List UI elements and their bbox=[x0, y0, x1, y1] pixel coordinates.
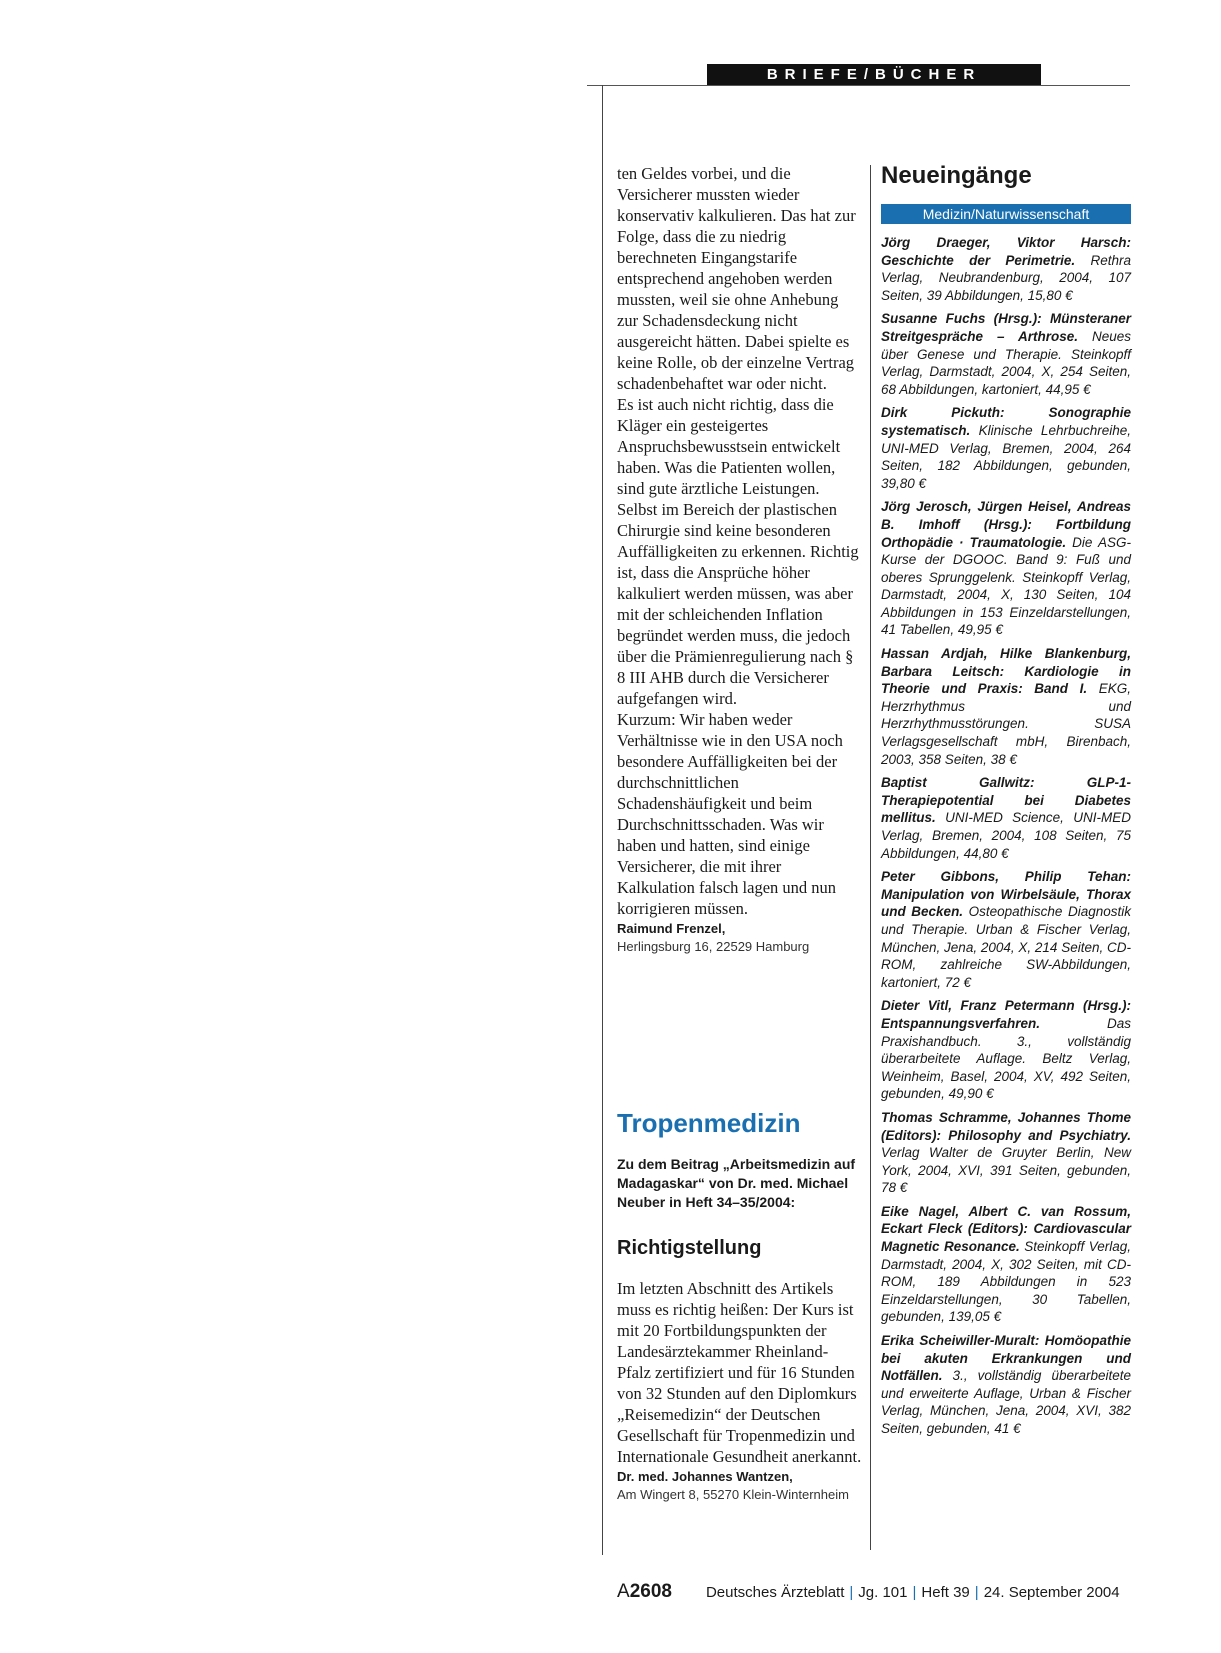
book-entry-details: Rethra Verlag, Neubrandenburg, 2004, 107 Seiten, 39 Abbildungen, 15,80 € bbox=[881, 252, 1131, 303]
book-entry-details: Verlag Walter de Gruyter Berlin, New York, 2004, XVI, 391 Seiten, gebunden, 78 € bbox=[881, 1145, 1131, 1196]
book-entry-details: Neues über Genese und Therapie. Steinkopff Verlag, Darmstadt, 2004, X, 254 Seiten, 68 Abbildungen, kartoniert, 44,95 € bbox=[881, 328, 1131, 397]
book-entry-details: Die ASG-Kurse der DGOOC. Band 9: Fuß und oberes Sprunggelenk. Steinkopff Verlag, Darmstadt, 2004, X, 130 Seiten, 104 Abbildungen in 153 Einzeldarstellungen, 41 Tabellen, 49,95 € bbox=[881, 534, 1131, 638]
page-number-value: 2608 bbox=[629, 1581, 672, 1602]
left-column-rule bbox=[602, 85, 603, 1555]
book-entry-details: EKG, Herzrhythmus und Herzrhythmusstörungen. SUSA Verlagsgesellschaft mbH, Birenbach, 2003, 358 Seiten, 38 € bbox=[881, 681, 1131, 767]
book-entry bbox=[881, 234, 1131, 304]
page-footer bbox=[617, 1581, 1132, 1603]
book-entry bbox=[881, 645, 1131, 768]
letter-paragraph: ten Geldes vorbei, und die Versicherer mussten wieder konservativ kalkulieren. Das hat zur Folge, dass die zu niedrig berechneten Eingangstarife entsprechend angehoben werden mussten, weil sie ohne Anhebung zur Schadensdeckung nicht ausgereicht hätten. Dabei spielte es keine Rolle, ob der einzelne Vertrag schadenbehaftet war oder nicht. bbox=[617, 164, 856, 393]
neueingaenge-title: Neueingänge bbox=[881, 162, 1032, 189]
book-entry-title: Jörg Draeger, Viktor Harsch: Geschichte der Perimetrie. bbox=[881, 235, 1131, 268]
book-entry-title: Hassan Ardjah, Hilke Blankenburg, Barbara Leitsch: Kardiologie in Theorie und Praxis: Band I. bbox=[881, 646, 1131, 697]
section-header-label: BRIEFE/BÜCHER bbox=[766, 66, 982, 83]
book-entry-title: Thomas Schramme, Johannes Thome (Editors): Philosophy and Psychiatry. bbox=[881, 1109, 1131, 1143]
journal-date: 24. September 2004 bbox=[983, 1584, 1120, 1601]
column-divider bbox=[870, 165, 871, 1550]
book-entry-details: Klinische Lehrbuchreihe, UNI-MED Verlag, Bremen, 2004, 264 Seiten, 182 Abbildungen, gebunden, 39,80 € bbox=[881, 422, 1131, 491]
page-prefix: A bbox=[617, 1581, 630, 1602]
book-entry-title: Eike Nagel, Albert C. van Rossum, Eckart Fleck (Editors): Cardiovascular Magnetic Resonance. bbox=[881, 1203, 1131, 1255]
letter-paragraph: Es ist auch nicht richtig, dass die Kläger ein gesteigertes Anspruchsbewusstsein entwickelt haben. Was die Patienten wollen, sind gute ärztliche Leistungen. Selbst im Bereich der plastischen Chirurgie sind keine besonderen Auffälligkeiten zu erkennen. Richtig ist, dass die Ansprüche höher kalkuliert werden müssen, was aber mit der schleichenden Inflation begründet werden muss, die jedoch über die Prämienregulierung nach § 8 III AHB durch die Versicherer aufgefangen wird. bbox=[617, 395, 859, 708]
header-rule bbox=[587, 85, 1130, 86]
book-entry bbox=[881, 997, 1131, 1103]
neueingaenge-column bbox=[881, 162, 1131, 1444]
category-bar: Medizin/Naturwissenschaft bbox=[881, 204, 1131, 224]
book-entry-details: Osteopathische Diagnostik und Therapie. Urban & Fischer Verlag, München, Jena, 2004, X, 214 Seiten, CD-ROM, zahlreiche SW-Abbildungen, kartoniert, 72 € bbox=[881, 904, 1131, 990]
book-entry bbox=[881, 310, 1131, 398]
tropen-address: Am Wingert 8, 55270 Klein-Winternheim bbox=[617, 1487, 849, 1502]
section-header bbox=[707, 64, 1041, 85]
book-entry bbox=[881, 868, 1131, 991]
book-entry-details: Steinkopff Verlag, Darmstadt, 2004, X, 302 Seiten, mit CD-ROM, 189 Abbildungen in 523 Einzeldarstellungen, 30 Tabellen, gebunden, 139,05 € bbox=[881, 1239, 1131, 1325]
book-entry bbox=[881, 404, 1131, 492]
book-entry bbox=[881, 1332, 1131, 1438]
footer-separator: | bbox=[974, 1584, 979, 1601]
tropen-column bbox=[617, 1278, 862, 1504]
journal-volume: Jg. 101 bbox=[858, 1584, 908, 1601]
book-entry bbox=[881, 1203, 1131, 1326]
book-entry-title: Susanne Fuchs (Hrsg.): Münsteraner Streitgespräche – Arthrose. bbox=[881, 311, 1131, 344]
page-number bbox=[617, 1581, 672, 1603]
journal-issue: Heft 39 bbox=[921, 1584, 970, 1601]
journal-name: Deutsches Ärzteblatt bbox=[705, 1584, 845, 1601]
book-entry-title: Dieter Vitl, Franz Petermann (Hrsg.): Entspannungsverfahren. bbox=[881, 998, 1131, 1031]
book-entry-title: Jörg Jerosch, Jürgen Heisel, Andreas B. Imhoff (Hrsg.): Fortbildung Orthopädie · Traumatologie. bbox=[881, 499, 1131, 550]
book-entry-title: Baptist Gallwitz: GLP-1-Therapiepotential bei Diabetes mellitus. bbox=[881, 775, 1131, 826]
footer-separator: | bbox=[849, 1584, 854, 1601]
letter-author: Raimund Frenzel, bbox=[617, 921, 726, 936]
book-entry-details: UNI-MED Science, UNI-MED Verlag, Bremen, 2004, 108 Seiten, 75 Abbildungen, 44,80 € bbox=[881, 810, 1131, 861]
book-entry bbox=[881, 774, 1131, 862]
book-entry-details: Das Praxishandbuch. 3., vollständig überarbeitete Auflage. Beltz Verlag, Weinheim, Basel, 2004, XV, 492 Seiten, gebunden, 49,90 € bbox=[881, 1015, 1131, 1102]
book-entry-title: Erika Scheiwiller-Muralt: Homöopathie bei akuten Erkrankungen und Notfällen. bbox=[881, 1333, 1131, 1384]
book-entry-details: 3., vollständig überarbeitete und erweiterte Auflage, Urban & Fischer Verlag, München, Jena, 2004, XVI, 382 Seiten, gebunden, 41 € bbox=[881, 1368, 1131, 1436]
footer-separator: | bbox=[912, 1584, 917, 1601]
book-entry bbox=[881, 498, 1131, 639]
letter-paragraph: Kurzum: Wir haben weder Verhältnisse wie in den USA noch besondere Auffälligkeiten bei der durchschnittlichen Schadenshäufigkeit und beim Durchschnittsschaden. Was wir haben und hatten, sind einige Versicherer, die mit ihrer Kalkulation falsch lagen und nun korrigieren müssen. bbox=[617, 710, 843, 918]
letter-address: Herlingsburg 16, 22529 Hamburg bbox=[617, 939, 810, 954]
tropen-subtitle: Richtigstellung bbox=[617, 1237, 762, 1259]
tropen-author: Dr. med. Johannes Wantzen, bbox=[617, 1469, 793, 1484]
book-entry-title: Peter Gibbons, Philip Tehan: Manipulation von Wirbelsäule, Thorax und Becken. bbox=[881, 869, 1131, 920]
tropen-title: Tropenmedizin bbox=[617, 1108, 801, 1138]
book-entry-title: Dirk Pickuth: Sonographie systematisch. bbox=[881, 405, 1131, 438]
tropen-text: Im letzten Abschnitt des Artikels muss es richtig heißen: Der Kurs ist mit 20 Fortbildungspunkten der Landesärztekammer Rheinland-Pfalz zertifiziert und für 16 Stunden von 32 Stunden auf den Diplomkurs „Reisemedizin“ der Deutschen Gesellschaft für Tropenmedizin und Internationale Gesundheit anerkannt. bbox=[617, 1279, 862, 1466]
tropen-intro: Zu dem Beitrag „Arbeitsmedizin auf Madagaskar“ von Dr. med. Michael Neuber in Heft 34–35/2004: bbox=[617, 1156, 856, 1210]
letter-column bbox=[617, 163, 862, 956]
book-entry bbox=[881, 1109, 1131, 1197]
